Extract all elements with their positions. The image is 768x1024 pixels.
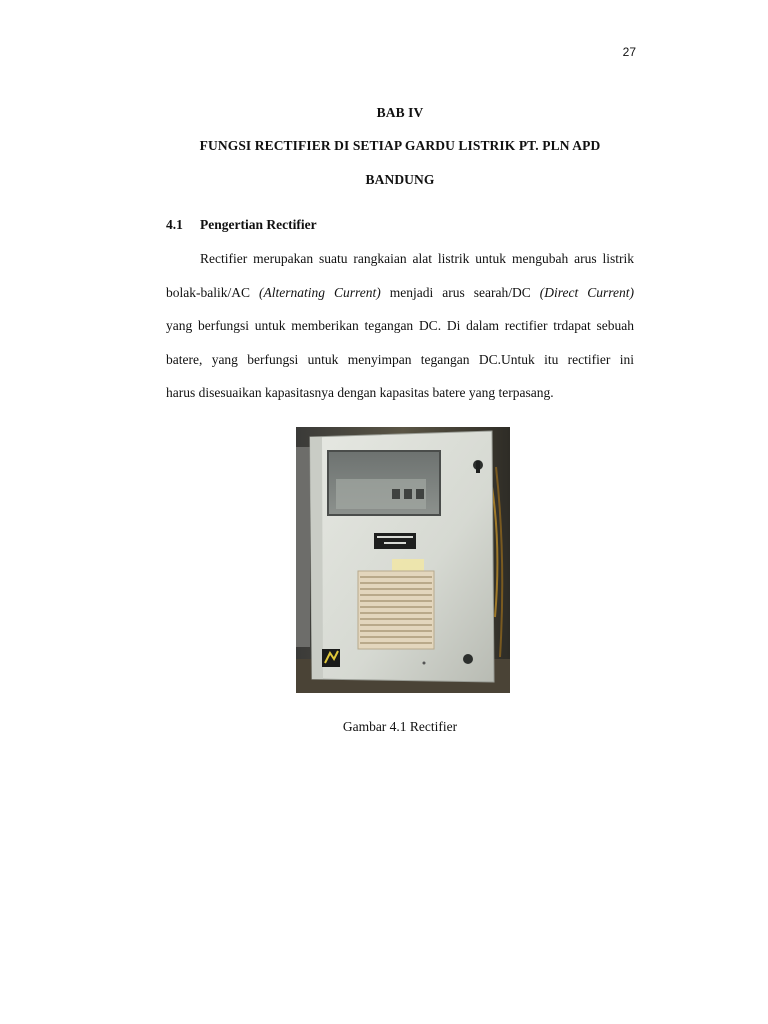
section-title: Pengertian Rectifier: [200, 217, 317, 232]
page-number: 27: [622, 45, 636, 59]
section-number: 4.1: [166, 217, 183, 232]
chapter-title-line-1: FUNGSI RECTIFIER DI SETIAP GARDU LISTRIK PT. PLN APD: [199, 138, 601, 153]
italic-term: (Alternating Current): [259, 285, 381, 300]
paragraph-line: Rectifier merupakan suatu rangkaian alat listrik untuk mengubah arus listrik: [200, 251, 634, 266]
chapter-label: BAB IV: [376, 105, 424, 120]
section-heading: [166, 217, 317, 233]
figure-caption: Gambar 4.1 Rectifier: [342, 719, 458, 734]
rectifier-photo: [296, 427, 510, 693]
paragraph-line: yang berfungsi untuk memberikan tegangan DC. Di dalam rectifier trdapat sebuah: [166, 318, 634, 333]
text-run: menjadi arus searah/DC: [389, 285, 531, 300]
text-run: bolak-balik/AC: [166, 285, 250, 300]
paragraph-line: harus disesuaikan kapasitasnya dengan kapasitas batere yang terpasang.: [166, 385, 554, 400]
rectifier-cabinet-illustration: [296, 427, 510, 693]
chapter-title-line-2: BANDUNG: [365, 172, 435, 187]
paragraph-line: [166, 285, 634, 301]
paragraph-line: batere, yang berfungsi untuk menyimpan tegangan DC.Untuk itu rectifier ini: [166, 352, 634, 367]
italic-term: (Direct Current): [539, 285, 635, 300]
